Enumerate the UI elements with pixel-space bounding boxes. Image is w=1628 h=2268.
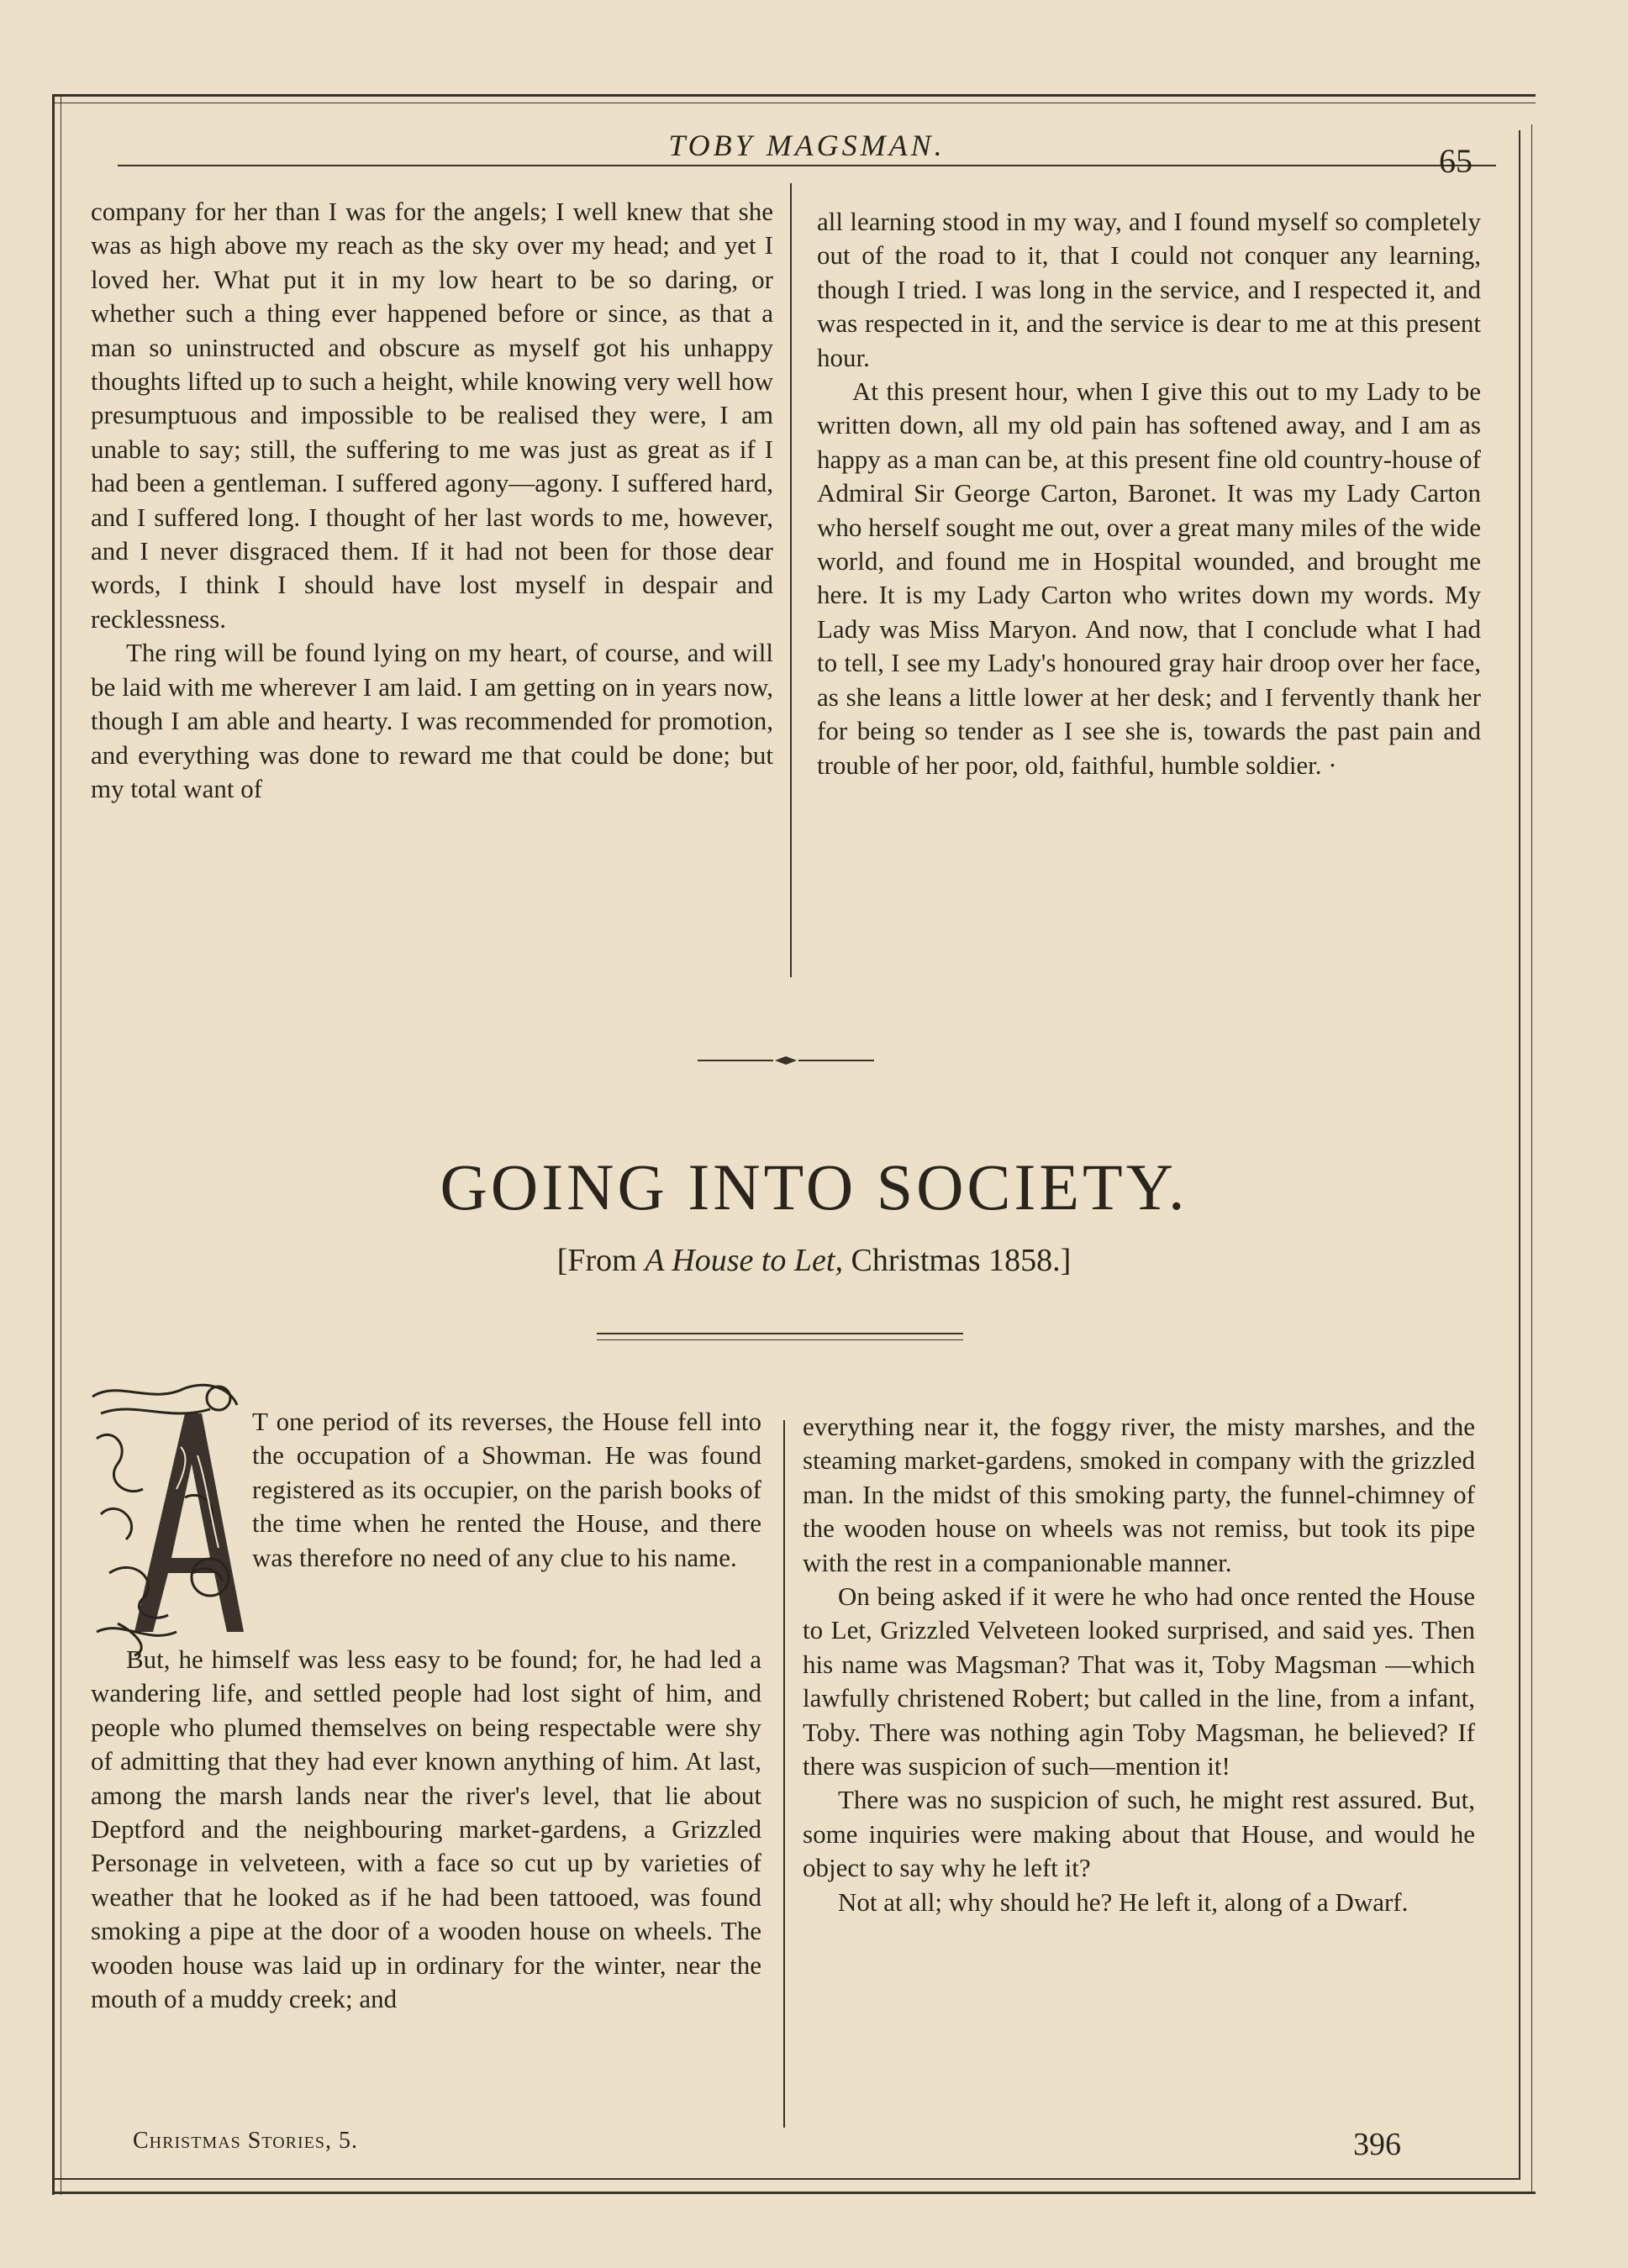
frame-rule-bottom-inner xyxy=(52,2178,1520,2180)
paragraph: At this present hour, when I give this out to my Lady to be written down, all my old pain has softened away, and I am as happy as a man can be, at this present fine old country-house of Admiral Sir George Carton, Baronet. It was my Lady Carton who herself sought me out, over a great many miles of the wide world, and found me in Hospital wounded, and brought me here. It is my Lady Carton who writes down my words. My Lady was Miss Maryon. And now, that I conclude what I had to tell, I see my Lady's honoured gray hair droop over her face, as she leans a little lower at her desk; and I fervently thank her for being so tender as I see she is, towards the past pain and trouble of her poor, old, faithful, humble soldier. · xyxy=(817,376,1481,780)
source-prefix: [From xyxy=(556,1243,645,1278)
column-divider-top xyxy=(790,183,792,977)
running-head-rule xyxy=(118,165,1496,166)
frame-rule-left xyxy=(52,94,55,2195)
bottom-left-intro xyxy=(252,1405,761,1575)
bottom-right-column xyxy=(803,1410,1475,1919)
title-rule xyxy=(597,1333,963,1334)
frame-rule-bottom xyxy=(52,2192,1536,2194)
paragraph: Not at all; why should he? He left it, along of a Dwarf. xyxy=(838,1886,1409,1917)
page-number: 65 xyxy=(1439,142,1473,180)
bottom-left-column xyxy=(91,1643,761,2016)
source-line xyxy=(0,1242,1628,1279)
series-footer xyxy=(133,2128,358,2155)
series-label: Christmas Stories, 5. xyxy=(133,2128,359,2154)
story-title: GOING INTO SOCIETY. xyxy=(440,1150,1188,1223)
top-right-column xyxy=(817,205,1481,782)
paragraph: T one period of its reverses, the House fell into the occupation of a Showman. He was found registered as its occupier, on the parish books of the time when he rented the House, and there was therefore no need of any clue to his name. xyxy=(252,1407,761,1572)
title-rule-inner xyxy=(597,1339,963,1340)
paragraph: There was no suspicion of such, he might rest assured. But, some inquiries were making about that House, and would he object to say why he left it? xyxy=(803,1785,1475,1883)
paragraph: everything near it, the foggy river, the misty marshes, and the steaming market-gardens, smoked in company with the grizzled man. In the midst of this smoking party, the funnel-chimney of the wooden house on wheels was not remiss, but took its pipe with the rest in a companionable manner. xyxy=(803,1412,1475,1577)
running-title: TOBY MAGSMAN. xyxy=(668,129,946,162)
running-head xyxy=(118,128,1496,161)
paragraph: all learning stood in my way, and I found myself so completely out of the road to it, that I could not conquer any learning, though I tried. I was long in the service, and I respected it, and was respected in it, and the service is dear to me at this present hour. xyxy=(817,207,1481,372)
paragraph: company for her than I was for the angels; I well knew that she was as high above my reach as the sky over my head; and yet I loved her. What put it in my low heart to be so daring, or whether such a thing ever happened before or since, as that a man so uninstructed and obscure as myself got his unhappy thoughts lifted up to such a height, while knowing very well how presumptuous and impossible to be realised they were, I am unable to say; still, the suffering to me was just as great as if I had been a gentleman. I suffered agony—agony. I suffered hard, and I suffered long. I thought of her last words to me, however, and I never disgraced them. If it had not been for those dear words, I think I should have lost myself in despair and recklessness. xyxy=(91,197,773,634)
signature-mark: 396 xyxy=(1353,2127,1401,2162)
source-suffix: Christmas 1858.] xyxy=(842,1243,1072,1278)
paragraph: The ring will be found lying on my heart, of course, and will be laid with me wherever I am laid. I am getting on in years now, though I am able and hearty. I was recommended for promotion, and everything was done to reward me that could be done; but my total want of xyxy=(91,638,773,803)
source-title: A House to Let, xyxy=(645,1243,843,1278)
top-left-column xyxy=(91,195,773,806)
paragraph: But, he himself was less easy to be found; for, he had led a wandering life, and settled people had lost sight of him, and people who plumed themselves on being respectable were shy of admitting that they had ever known anything of him. At last, among the marsh lands near the river's level, that lie about Deptford and the neighbouring market-gardens, a Grizzled Personage in velveteen, with a face so cut up by varieties of weather that he looked as if he had been tattooed, was found smoking a pipe at the door of a wooden house on wheels. The wooden house was laid up in ordinary for the winter, near the mouth of a muddy creek; and xyxy=(91,1644,761,2014)
paragraph: On being asked if it were he who had once rented the House to Let, Grizzled Velveteen looked surprised, and said yes. Then his name was Magsman? That was it, Toby Magsman —which lawfully christened Robert; but called in the line, from a infant, Toby. There was nothing agin Toby Magsman, he believed? If there was suspicion of such—mention it! xyxy=(803,1581,1475,1781)
frame-rule-top xyxy=(52,94,1536,97)
column-divider-bottom xyxy=(783,1420,785,2128)
decorative-initial-a xyxy=(84,1380,244,1659)
ornament-divider xyxy=(698,1055,874,1066)
